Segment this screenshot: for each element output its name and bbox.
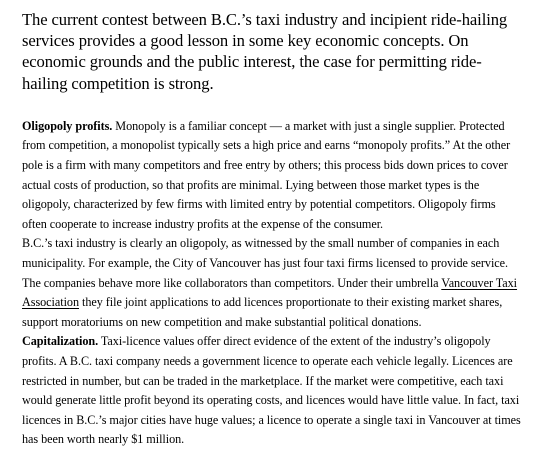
oligopoly-paragraph	[22, 117, 522, 235]
bc-taxi-paragraph	[22, 234, 522, 332]
bc-taxi-text-before: B.C.’s taxi industry is clearly an oligopoly, as witnessed by the small number of companies in each municipality. For example, the City of Vancouver has just four taxi firms licensed to provide service. The companies behave more like collaborators than competitors. Under their umbrella	[22, 236, 509, 290]
article-body	[22, 117, 522, 450]
bc-taxi-text-after: they file joint applications to add licences proportionate to their existing market shares, support moratoriums on new competition and make substantial political donations.	[22, 295, 503, 329]
vancouver-taxi-association-link[interactable]: Vancouver Taxi Association	[22, 275, 518, 310]
capitalization-text: Taxi-licence values offer direct evidence of the extent of the industry’s oligopoly profits. A B.C. taxi company needs a government licence to operate each vehicle legally. Licences are restricted in number, but can be traded in the marketplace. If the market were competitive, each taxi would generate little profit beyond its operating costs, and licences would have little value. In fact, taxi licences in B.C.’s major cities have huge values; a licence to operate a single taxi in Vancouver at times has been worth nearly $1 million.	[22, 334, 521, 447]
oligopoly-heading: Oligopoly profits.	[22, 118, 113, 133]
lead-paragraph: The current contest between B.C.’s taxi industry and incipient ride-hailing services provides a good lesson in some key economic concepts. On economic grounds and the public interest, the case for permitting ride-hailing competition is strong.	[22, 10, 508, 93]
capitalization-heading: Capitalization.	[22, 334, 99, 349]
capitalization-paragraph	[22, 332, 522, 450]
oligopoly-text: Monopoly is a familiar concept — a market with just a single supplier. Protected from competition, a monopolist typically sets a high price and earns “monopoly profits.” At the other pole is a firm with many competitors and free entry by others; this process bids down prices to cover actual costs of production, so that profits are minimal. Lying between those market types is the oligopoly, characterized by few firms with limited entry by potential competitors. Oligopoly firms often cooperate to increase industry profits at the expense of the consumer.	[22, 118, 511, 231]
article	[22, 9, 522, 450]
